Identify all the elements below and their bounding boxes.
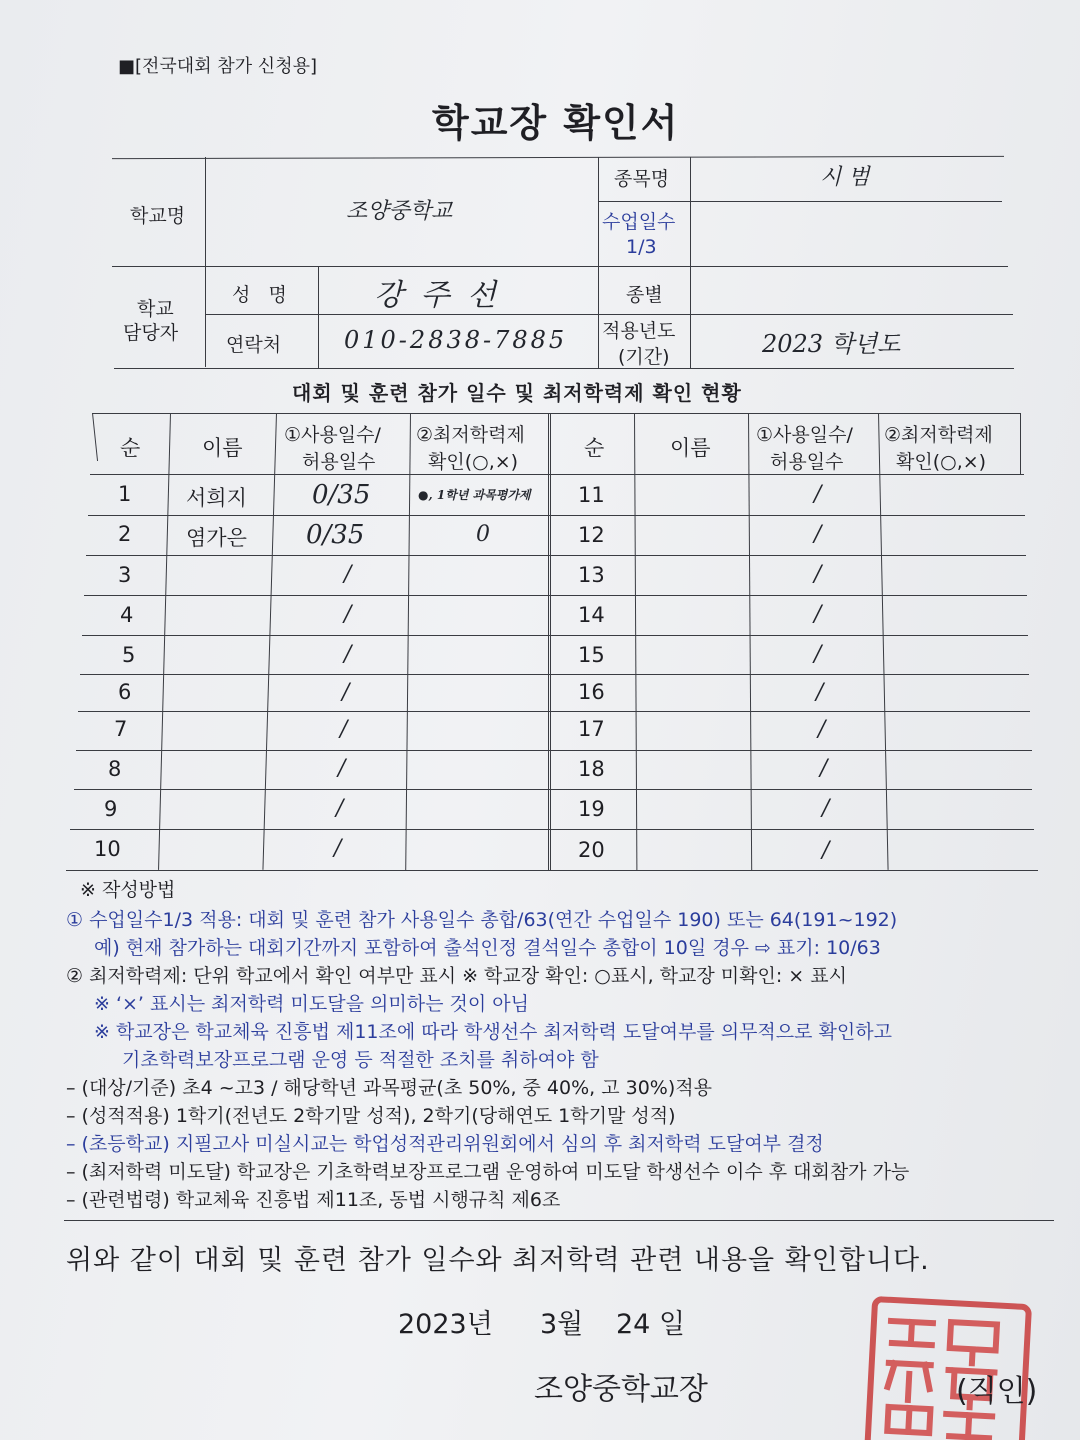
contact-value: 010-2838-7885 xyxy=(344,326,568,354)
writing-instructions xyxy=(66,876,1066,1214)
row-days: / xyxy=(822,838,830,863)
header-check-right: ②최저학력제 xyxy=(884,424,993,446)
header-check-sub-right: 확인(○,×) xyxy=(896,451,987,473)
row-number: 7 xyxy=(114,717,128,741)
row-number: 15 xyxy=(578,643,605,667)
row-number: 5 xyxy=(122,643,136,667)
row-number: 3 xyxy=(118,563,132,587)
row-number: 10 xyxy=(94,837,121,861)
class-days-ratio-label: 1/3 xyxy=(626,236,657,258)
row-days: / xyxy=(818,717,826,742)
school-name-label: 학교명 xyxy=(130,205,186,227)
detail-not-reached: – (최저학력 미도달) 학교장은 기초학력보장프로그램 운영하여 미도달 학생선수 이수 후 대회참가 가능 xyxy=(66,1161,910,1183)
row-number: 2 xyxy=(118,522,132,546)
row-number: 16 xyxy=(578,680,605,704)
header-name-left: 이름 xyxy=(202,436,243,460)
class-days-label: 수업일수 xyxy=(602,211,676,233)
category-label: 종별 xyxy=(626,284,663,306)
school-name-value: 조양중학교 xyxy=(346,199,453,224)
date-month: 3월 xyxy=(540,1309,584,1340)
date-year: 2023년 xyxy=(398,1309,493,1340)
row-days: / xyxy=(344,642,352,667)
year-label: 적용년도 xyxy=(602,320,676,342)
row-days: / xyxy=(816,680,824,705)
header-days-sub-left: 허용일수 xyxy=(302,451,376,473)
detail-target: – (대상/기준) 초4 ~고3 / 해당학년 과목평균(초 50%, 중 40%, 고 30%)적용 xyxy=(66,1077,712,1099)
year-period-label: (기간) xyxy=(618,346,670,368)
note-principal-duty-cont: 기초학력보장프로그램 운영 등 적절한 조치를 취하여야 함 xyxy=(122,1049,599,1071)
row-number: 11 xyxy=(578,483,605,507)
row-days: / xyxy=(338,756,346,781)
row-check: ●, 1학년 과목평가제 xyxy=(418,488,531,502)
row-days: / xyxy=(814,562,822,587)
row-number: 8 xyxy=(108,757,122,781)
row-number: 13 xyxy=(578,563,605,587)
row-days: / xyxy=(336,796,344,821)
contact-label: 연락처 xyxy=(226,334,282,356)
row-number: 19 xyxy=(578,797,605,821)
row-name: 염가은 xyxy=(186,526,247,550)
manager-label-1: 학교 xyxy=(137,298,174,320)
header-no-left: 순 xyxy=(120,436,141,460)
manager-label-2: 담당자 xyxy=(123,322,179,344)
note-x-meaning: ※ ‘×’ 표시는 최저학력 미도달을 의미하는 것이 아님 xyxy=(94,993,529,1015)
row-days: / xyxy=(334,836,342,861)
detail-grades: – (성적적용) 1학기(전년도 2학기말 성적), 2학기(당해연도 1학기말 성적) xyxy=(66,1105,676,1127)
header-days-right: ①사용일수/ xyxy=(756,424,853,446)
row-number: 18 xyxy=(578,757,605,781)
row-number: 1 xyxy=(118,482,132,506)
row-days: / xyxy=(344,562,352,587)
header-no-right: 순 xyxy=(584,436,605,460)
row-days: / xyxy=(814,522,822,547)
row-days: 0/35 xyxy=(306,520,365,550)
row-days: / xyxy=(820,756,828,781)
row-check: 0 xyxy=(476,522,490,547)
seal-label: (직인) xyxy=(956,1374,1038,1409)
event-value: 시 범 xyxy=(820,165,870,190)
row-days: / xyxy=(344,602,352,627)
header-check-sub-left: 확인(○,×) xyxy=(428,451,519,473)
row-number: 20 xyxy=(578,838,605,862)
row-number: 9 xyxy=(104,797,118,821)
detail-elementary: – (초등학교) 지필고사 미실시교는 학업성적관리위원회에서 심의 후 최저학력 도달여부 결정 xyxy=(66,1133,824,1155)
note-min-academic: ② 최저학력제: 단위 학교에서 확인 여부만 표시 ※ 학교장 확인: ○표시, 학교장 미확인: × 표시 xyxy=(66,965,847,987)
confirmation-statement: 위와 같이 대회 및 훈련 참가 일수와 최저학력 관련 내용을 확인합니다. xyxy=(66,1245,930,1276)
row-number: 12 xyxy=(578,523,605,547)
row-number: 4 xyxy=(120,603,134,627)
row-number: 17 xyxy=(578,717,605,741)
row-days: / xyxy=(814,602,822,627)
note-class-days: ① 수업일수1/3 적용: 대회 및 훈련 참가 사용일수 총합/63(연간 수업일수 190) 또는 64(191~192) xyxy=(66,909,898,931)
row-days: 0/35 xyxy=(312,480,371,510)
table-title: 대회 및 훈련 참가 일수 및 최저학력제 확인 현황 xyxy=(292,381,742,405)
document-type-tag: ■[전국대회 참가 신청용] xyxy=(118,56,317,77)
year-value: 2023 학년도 xyxy=(762,330,901,358)
document-title: 학교장 확인서 xyxy=(432,101,680,145)
row-number: 6 xyxy=(118,680,132,704)
header-check-left: ②최저학력제 xyxy=(416,424,525,446)
row-days: / xyxy=(814,642,822,667)
event-label: 종목명 xyxy=(614,168,670,190)
row-number: 14 xyxy=(578,603,605,627)
principal-title: 조양중학교장 xyxy=(534,1372,708,1407)
row-days: / xyxy=(814,482,822,507)
row-days: / xyxy=(342,680,350,705)
detail-law: – (관련법령) 학교체육 진흥법 제11조, 동법 시행규칙 제6조 xyxy=(66,1189,561,1211)
manager-name-label: 성 명 xyxy=(232,284,287,306)
note-principal-duty: ※ 학교장은 학교체육 진흥법 제11조에 따라 학생선수 최저학력 도달여부를 의무적으로 확인하고 xyxy=(94,1021,892,1043)
note-class-days-example: 예) 현재 참가하는 대회기간까지 포함하여 출석인정 결석일수 총합이 10일 경우 ⇨ 표기: 10/63 xyxy=(94,937,881,959)
manager-name-value: 강 주 선 xyxy=(374,278,501,313)
row-name: 서희지 xyxy=(186,486,247,510)
date-day: 24 일 xyxy=(616,1309,686,1340)
notes-heading: ※ 작성방법 xyxy=(80,879,176,901)
header-days-left: ①사용일수/ xyxy=(284,424,381,446)
row-days: / xyxy=(822,796,830,821)
header-days-sub-right: 허용일수 xyxy=(770,451,844,473)
row-days: / xyxy=(340,717,348,742)
header-name-right: 이름 xyxy=(670,436,711,460)
